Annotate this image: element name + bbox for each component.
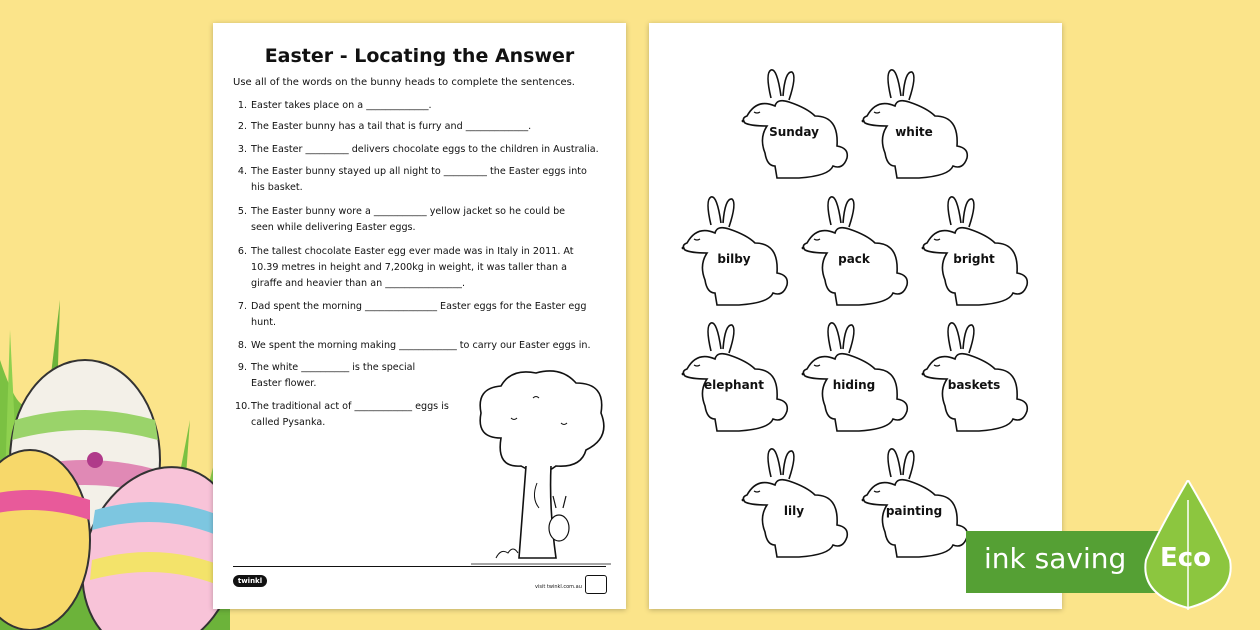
footer-badge-icon — [585, 575, 607, 594]
question-number: 1. — [237, 100, 247, 111]
bunny-word: baskets — [947, 378, 1001, 392]
footer-divider — [233, 566, 606, 567]
bunny-word-card — [677, 321, 797, 441]
bunny-word: bilby — [717, 252, 751, 266]
question-text: We spent the morning making ____________ to carry our Easter eggs in. — [251, 340, 591, 351]
question-text: The Easter bunny has a tail that is furry and _____________. — [251, 121, 532, 132]
worksheet-page-right — [649, 23, 1062, 609]
worksheet-instruction: Use all of the words on the bunny heads to complete the sentences. — [233, 77, 575, 88]
bunny-word: painting — [885, 504, 943, 518]
eco-label: Eco — [1160, 543, 1212, 573]
bunny-word-card — [737, 447, 857, 567]
question-text: The white __________ is the special Easter flower. — [251, 362, 416, 389]
question-text: The traditional act of ____________ eggs is called Pysanka. — [251, 401, 449, 428]
question-number: 9. — [237, 362, 247, 373]
bunny-word-card — [857, 447, 977, 567]
bunny-word: white — [895, 125, 933, 139]
worksheet-title: Easter - Locating the Answer — [264, 45, 575, 67]
question-text: The Easter bunny stayed up all night to _________ the Easter eggs into his basket. — [251, 166, 587, 193]
question-number: 6. — [237, 246, 247, 257]
question-number: 2. — [237, 121, 247, 132]
question-text: Easter takes place on a _____________. — [251, 100, 432, 111]
tree-with-bunny-icon — [471, 368, 611, 568]
worksheet-page-left — [213, 23, 626, 609]
bunny-word-card — [677, 195, 797, 315]
question-text: The tallest chocolate Easter egg ever made was in Italy in 2011. At 10.39 metres in height and 7,200kg in weight, it was taller than a giraffe and heavier than an ________________. — [251, 246, 574, 289]
footer-url: visit twinkl.com.au — [535, 584, 582, 590]
bunny-word: bright — [953, 252, 995, 266]
bunny-word: elephant — [704, 378, 764, 392]
bunny-word-card — [917, 195, 1037, 315]
bunny-word-card — [737, 68, 857, 188]
bunny-word-card — [857, 68, 977, 188]
question-number: 4. — [237, 166, 247, 177]
bunny-word: pack — [838, 252, 870, 266]
bunny-word-card — [797, 195, 917, 315]
bunny-word: lily — [783, 504, 805, 518]
question-number: 8. — [237, 340, 247, 351]
question-number: 7. — [237, 301, 247, 312]
bunny-word-card — [917, 321, 1037, 441]
bunny-word: hiding — [832, 378, 876, 392]
question-number: 10. — [235, 401, 251, 412]
question-text: Dad spent the morning _______________ Easter eggs for the Easter egg hunt. — [251, 301, 587, 328]
question-number: 3. — [237, 144, 247, 155]
question-text: The Easter _________ delivers chocolate eggs to the children in Australia. — [251, 144, 599, 155]
ink-saving-label: ink saving — [984, 542, 1127, 575]
bunny-word: Sunday — [769, 125, 819, 139]
question-text: The Easter bunny wore a ___________ yellow jacket so he could be seen while delivering Easter eggs. — [251, 206, 566, 233]
twinkl-logo: twinkl — [233, 575, 267, 587]
question-number: 5. — [237, 206, 247, 217]
bunny-word-card — [797, 321, 917, 441]
